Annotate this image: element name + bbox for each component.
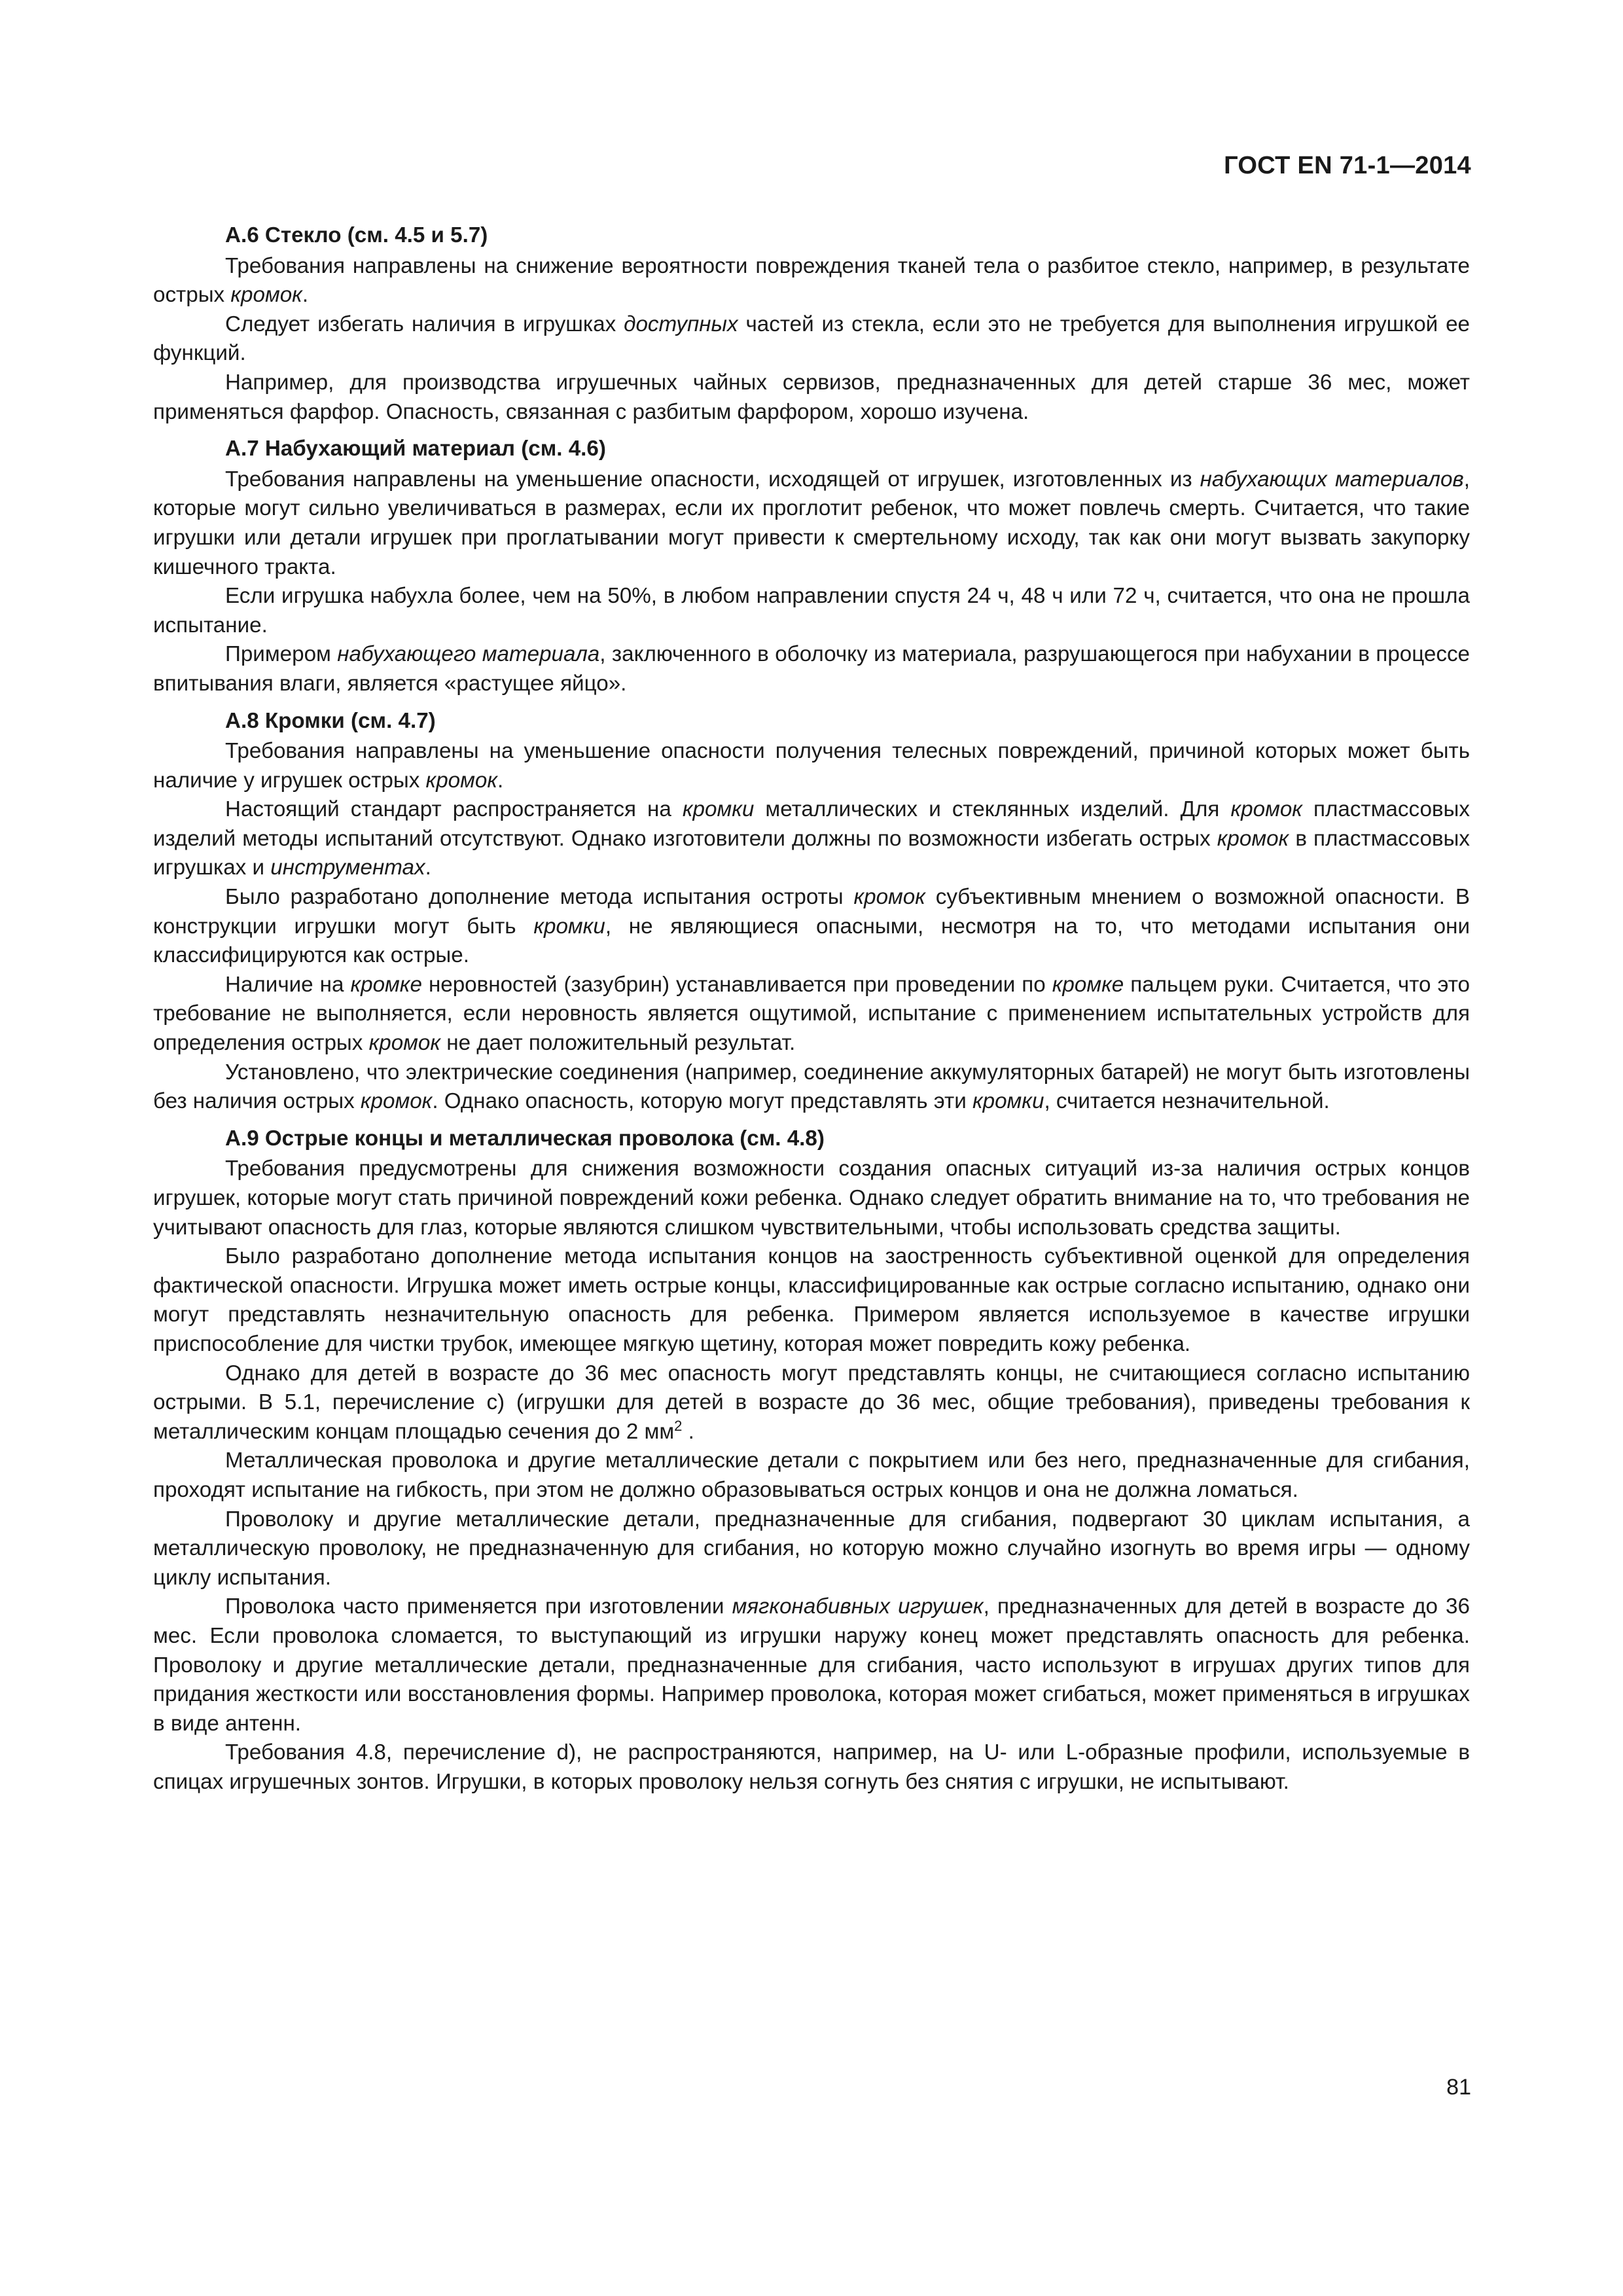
- section-heading: А.6 Стекло (см. 4.5 и 5.7): [225, 223, 488, 247]
- body-paragraph: Примером набухающего материала, заключенного в оболочку из материала, разрушающегося при набухании в процессе впитывания влаги, является «растущее яйцо».: [153, 642, 1470, 696]
- section-heading: А.7 Набухающий материал (см. 4.6): [225, 437, 606, 461]
- body-paragraph: Наличие на кромке неровностей (зазубрин) устанавливается при проведении по кромке пальцем руки. Считается, что это требование не выполняется, если неровность является ощутимой, испытание с применением испытательных устройств для определения острых кромок не дает положительный результат.: [153, 972, 1471, 1056]
- body-paragraph: Следует избегать наличия в игрушках доступных частей из стекла, если это не требуется для выполнения игрушкой ее функций.: [153, 312, 1470, 366]
- body-paragraph: Требования предусмотрены для снижения возможности создания опасных ситуаций из-за наличия острых концов игрушек, которые могут стать причиной повреждений кожи ребенка. Однако следует обратить внимание на то, что требования не учитывают опасность для глаз, которые являются слишком чувствительными, чтобы использовать средства защиты.: [153, 1157, 1470, 1240]
- document-body: [153, 221, 1470, 1797]
- body-paragraph: Если игрушка набухла более, чем на 50%, в любом направлении спустя 24 ч, 48 ч или 72 ч, считается, что она не прошла испытание.: [153, 584, 1470, 637]
- section-heading: А.8 Кромки (см. 4.7): [225, 708, 436, 733]
- body-paragraph: Требования 4.8, перечисление d), не распространяются, например, на U- или L-образные профили, используемые в спицах игрушечных зонтов. Игрушки, в которых проволоку нельзя согнуть без снятия с игрушки, не испытывают.: [153, 1740, 1470, 1794]
- body-paragraph: Требования направлены на снижение вероятности повреждения тканей тела о разбитое стекло, например, в результате острых кромок.: [153, 253, 1470, 308]
- body-paragraph: Проволоку и другие металлические детали, предназначенные для сгибания, подвергают 30 циклам испытания, а металлическую проволоку, не предназначенную для сгибания, но которую можно случайно изогнуть во время игры — одному циклу испытания.: [153, 1507, 1470, 1590]
- body-paragraph: Установлено, что электрические соединения (например, соединение аккумуляторных батарей) не могут быть изготовлены без наличия острых кромок. Однако опасность, которую могут представлять эти кромки, считается незначительной.: [153, 1060, 1470, 1114]
- body-paragraph: Было разработано дополнение метода испытания концов на заостренность субъективной оценкой для определения фактической опасности. Игрушка может иметь острые концы, классифицированные как острые согласно испытанию, однако они могут представлять незначительную опасность для ребенка. Примером является используемое в качестве игрушки приспособление для чистки трубок, имеющее мягкую щетину, которая может повредить кожу ребенка.: [153, 1244, 1470, 1356]
- body-paragraph: Проволока часто применяется при изготовлении мягконабивных игрушек, предназначенных для детей в возрасте до 36 мес. Если проволока сломается, то выступающий из игрушки наружу конец может представлять опасность для ребенка. Проволоку и другие металлические детали, предназначенные для сгибания, часто используют в игрушах других типов для придания жесткости или восстановления формы. Например проволока, которая может сгибаться, может применяться в игрушках в виде антенн.: [153, 1594, 1470, 1736]
- body-paragraph: Было разработано дополнение метода испытания остроты кромок субъективным мнением о возможной опасности. В конструкции игрушки могут быть кромки, не являющиеся опасными, несмотря на то, что методами испытания они классифицируются как острые.: [153, 885, 1470, 968]
- body-paragraph: Металлическая проволока и другие металлические детали с покрытием или без него, предназначенные для сгибания, проходят испытание на гибкость, при этом не должно образовываться острых концов и она не должна ломаться.: [153, 1448, 1470, 1502]
- section-heading: А.9 Острые концы и металлическая проволока (см. 4.8): [225, 1126, 825, 1151]
- body-paragraph: Настоящий стандарт распространяется на кромки металлических и стеклянных изделий. Для кромок пластмассовых изделий методы испытаний отсутствуют. Однако изготовители должны по возможности избегать острых кромок в пластмассовых игрушках и инструментах.: [153, 797, 1470, 880]
- body-paragraph: Требования направлены на уменьшение опасности получения телесных повреждений, причиной которых может быть наличие у игрушек острых кромок.: [153, 739, 1470, 793]
- standard-id-header: ГОСТ EN 71-1—2014: [1224, 152, 1471, 179]
- body-paragraph: Например, для производства игрушечных чайных сервизов, предназначенных для детей старше 36 мес, может применяться фарфор. Опасность, связанная с разбитым фарфором, хорошо изучена.: [153, 370, 1470, 424]
- page-number: 81: [1446, 2075, 1471, 2100]
- body-paragraph: Требования направлены на уменьшение опасности, исходящей от игрушек, изготовленных из набухающих материалов, которые могут сильно увеличиваться в размерах, если их проглотит ребенок, что может повлечь смерть. Считается, что такие игрушки или детали игрушек при проглатывании могут привести к смертельному исходу, так как они могут вызвать закупорку кишечного тракта.: [153, 467, 1470, 579]
- body-paragraph: Однако для детей в возрасте до 36 мес опасность могут представлять концы, не считающиеся согласно испытанию острыми. В 5.1, перечисление с) (игрушки для детей в возрасте до 36 мес, общие требования), приведены требования к металлическим концам площадью сечения до 2 $мм^2$ .: [153, 1361, 1470, 1444]
